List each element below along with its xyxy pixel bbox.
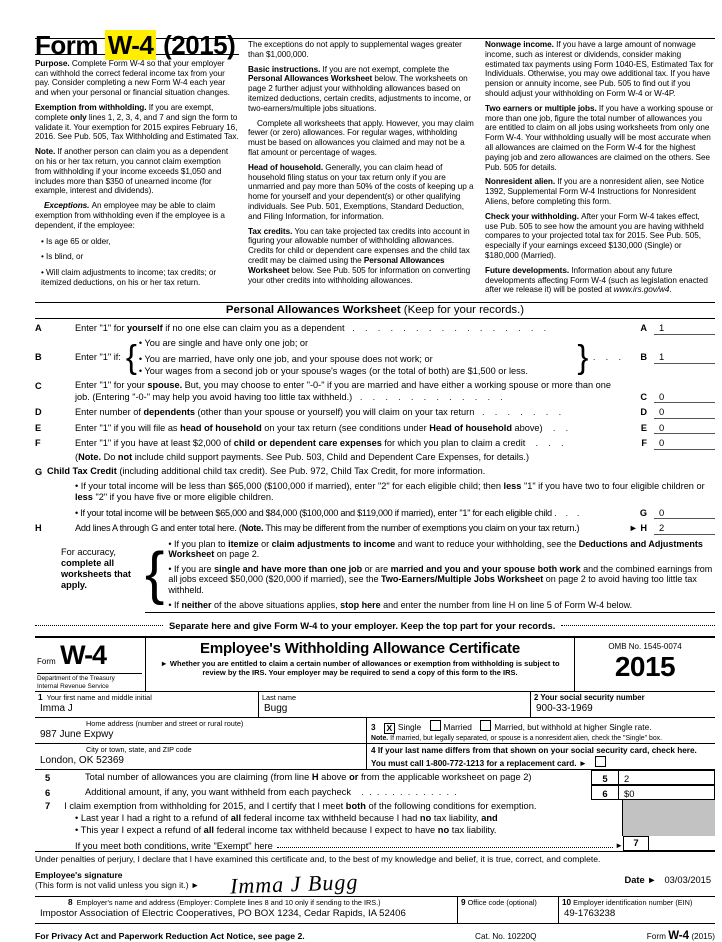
ssn-field[interactable]: 900-33-1969 — [536, 703, 593, 715]
line-b-bullet-1: • You are single and have only one job; or — [138, 337, 309, 348]
instructions-section — [35, 30, 715, 300]
employer-name-address-field[interactable]: Impostor Association of Electric Cooperatives, PO BOX 1234, Cedar Rapids, IA 52406 — [40, 908, 406, 920]
line-h-result-letter: ► H — [628, 523, 647, 534]
first-name-label: Your first name and middle initial — [46, 693, 152, 703]
separate-here-text: Separate here and give Form W-4 to your employer. Keep the top part for your records. — [169, 619, 556, 631]
nonwage-income-paragraph: Nonwage income. If you have a large amount of nonwage income, such as interest or dividends, consider making estimated tax payments using Form 1040-ES, Estimated Tax for Individuals. Otherwise, you may owe additional tax. If you have pension or annuity income, see Pub. 505 to find out if you should adjust your withholding on Form W-4 or W-4P. — [485, 40, 714, 98]
last-name-field[interactable]: Bugg — [264, 703, 288, 715]
line-c-result-letter: C — [640, 391, 647, 402]
line-g-value-field[interactable]: 0 — [654, 507, 715, 520]
accuracy-bullet-2: • If you are single and have more than one job or are married and you and your spouse both work and the combined earnings from all jobs exceed $50,000 ($20,000 if married), see the Two-Earners/Multiple Jobs Worksheet on page 2 to avoid having too little tax withheld. — [168, 563, 713, 595]
form-title-year: (2015) — [163, 30, 236, 60]
city-state-zip-label: City or town, state, and ZIP code — [86, 745, 192, 755]
head-of-household-paragraph: Head of household. Generally, you can claim head of household filing status on your tax return only if you are unmarried and pay more than 50% of the costs of keeping up a home for yourself and your dependent(s) or other qualifying individuals. See Pub. 501, Exemptions, Standard Deduction, and Filing Information, for information. — [248, 162, 474, 221]
married-checkbox[interactable] — [430, 720, 441, 731]
purpose-paragraph: Purpose. Complete Form W-4 so that your employer can withhold the correct federal income tax from your pay. Consider completing a new Form W-4 each year and when your personal or financial situation changes. — [35, 58, 230, 98]
instructions-col1 — [35, 30, 239, 300]
line-e-result-letter: E — [640, 422, 647, 433]
worksheet-title: Personal Allowances Worksheet (Keep for your records.) — [35, 302, 715, 319]
form-title-word: Form — [35, 30, 98, 60]
left-brace: { — [125, 338, 137, 376]
separate-here-line — [35, 618, 715, 632]
line-g-leader-dots: . . . — [551, 507, 580, 518]
exceptions-bullet-2: • Is blind, or — [41, 252, 84, 262]
line-b-result-letter: B — [640, 351, 647, 362]
line-b-leader-dots: . . . — [590, 351, 621, 362]
name-differs-checkbox[interactable] — [595, 756, 606, 767]
line-f-result-letter: F — [641, 438, 647, 449]
check-withholding-paragraph: Check your withholding. After your Form W-4 takes effect, use Pub. 505 to see how the amount you are having withheld compares to your projected total tax for 2015. See Pub. 505, especially if your earnings exceed $130,000 (Single) or $180,000 (Married). — [485, 211, 704, 260]
line-c-value-field[interactable]: 0 — [654, 391, 715, 404]
line-e-text: Enter "1" if you will file as head of household on your tax return (see conditions under Head of household above) — [75, 422, 543, 433]
home-address-label: Home address (number and street or rural route) — [86, 719, 244, 729]
line-e-letter: E — [35, 422, 42, 433]
married-higher-rate-label: Married, but withhold at higher Single rate. — [494, 722, 652, 733]
line-a-value-field[interactable]: 1 — [654, 322, 715, 335]
accuracy-bullet-3: • If neither of the above situations applies, stop here and enter the number from line H on line 5 of Form W-4 below. — [168, 599, 633, 610]
date-field[interactable]: 03/03/2015 — [664, 875, 711, 886]
line7-value-field[interactable] — [649, 850, 715, 851]
accuracy-block — [35, 539, 715, 614]
field-1-number: 1 — [38, 693, 43, 703]
line-f-note: (Note. Do not include child support payments. See Pub. 503, Child and Dependent Care Expenses, for details.) — [75, 451, 530, 462]
line6-value-field[interactable]: $0 — [618, 785, 715, 800]
basic-instructions-paragraph: Basic instructions. If you are not exempt, complete the Personal Allowances Worksheet below. The worksheets on page 2 further adjust your withholding allowances based on itemized deductions, certain credits, adjustments to income, or two-earners/multiple jobs situations. — [248, 64, 472, 113]
page-footer — [35, 924, 715, 942]
dept-treasury: Department of the Treasury — [37, 675, 115, 683]
accuracy-label: For accuracy, complete all worksheets that apply. — [61, 546, 131, 590]
worksheet-line-e — [35, 422, 715, 435]
line6-row — [35, 785, 715, 800]
certificate-subtitle: ► Whether you are entitled to claim a certain number of allowances or exemption from withholding is subject to review by the IRS. Your employer may be required to send a copy of this form to the IRS. — [160, 659, 560, 678]
note-paragraph: Note. If another person can claim you as a dependent on his or her tax return, you cannot claim exemption from withholding if your income exceeds $1,050 and includes more than $350 of unearned income (for example, interest and dividends). — [35, 147, 229, 196]
city-row — [35, 743, 715, 769]
tax-credits-paragraph: Tax credits. You can take projected tax credits into account in figuring your allowable number of withholding allowances. Credits for child or dependent care expenses and the child tax credit may be claimed using the Personal Allowances Worksheet below. See Pub. 505 for information on converting your other credits into withholding allowances. — [248, 226, 471, 285]
line-d-result-letter: D — [640, 407, 647, 418]
line5-box-number: 5 — [591, 770, 618, 785]
line-a-result-letter: A — [640, 323, 647, 334]
line7-box-number: 7 — [623, 836, 649, 851]
footer-form-year: (2015) — [691, 932, 715, 942]
line-f-text: Enter "1" if you have at least $2,000 of child or dependent care expenses for which you plan to claim a credit — [75, 438, 526, 449]
single-option-label: Single — [397, 722, 422, 733]
married-option-label: Married — [443, 722, 472, 733]
line5-number: 5 — [45, 772, 51, 784]
office-code-label: Office code (optional) — [467, 898, 537, 908]
worksheet-line-b — [35, 338, 715, 378]
field-8-number: 8 — [68, 898, 73, 908]
right-brace: } — [577, 338, 589, 376]
future-developments-paragraph: Future developments. Information about any future developments affecting Form W-4 (such as legislation enacted after we release it) will be posted at www.irs.gov/w4. — [485, 265, 708, 295]
field-10-number: 10 — [562, 898, 572, 908]
line-c-text: Enter "1" for your spouse. But, you may choose to enter "-0-" if you are married and have either a working spouse or more than one job. (Entering "-0-" may help you avoid having too little tax withheld.) — [75, 380, 611, 402]
field-9-number: 9 — [461, 898, 466, 908]
last-name-label: Last name — [262, 693, 297, 703]
line-g-head-text: Child Tax Credit (including additional child tax credit). See Pub. 972, Child Tax Credit, for more information. — [47, 466, 486, 477]
field-3-number: 3 — [371, 723, 376, 733]
city-state-zip-field[interactable]: London, OK 52369 — [40, 755, 124, 767]
line6-box-number: 6 — [591, 785, 618, 800]
line-h-letter: H — [35, 523, 42, 534]
line5-row — [35, 769, 715, 785]
line-b-value-field[interactable]: 1 — [654, 351, 715, 364]
exempt-arrow-icon: ► — [615, 841, 623, 851]
instructions-col3 — [485, 40, 715, 300]
line6-number: 6 — [45, 787, 51, 799]
exempt-row — [35, 836, 715, 851]
personal-allowances-worksheet — [35, 322, 715, 613]
line-e-leader-dots: . . — [542, 422, 569, 433]
accuracy-bullet-1: • If you plan to itemize or claim adjustments to income and want to reduce your withholding, see the Deductions and Adjustments Worksheet on page 2. — [168, 538, 703, 560]
exemption-paragraph: Exemption from withholding. If you are exempt, complete only lines 1, 2, 3, 4, and 7 and sign the form to validate it. Your exemption for 2015 expires February 16, 2016. See Pub. 505, Tax Withholding and Estimated Tax. — [35, 102, 239, 142]
line6-text: Additional amount, if any, you want withheld from each paycheck — [85, 787, 351, 798]
line-d-text: Enter number of dependents (other than your spouse or yourself) you will claim on your tax return — [75, 407, 475, 418]
line-c-leader-dots: . . . . . . . . . . . . — [352, 391, 503, 402]
line-b-bullet-3: • Your wages from a second job or your spouse's wages (or the total of both) are $1,500 or less. — [138, 365, 528, 376]
cut-dots-right — [561, 625, 715, 626]
ein-label: Employer identification number (EIN) — [573, 898, 693, 908]
worksheet-line-g-bullet-2 — [35, 507, 715, 520]
catalog-number: Cat. No. 10220Q — [475, 932, 537, 942]
line7-bullet-1: • Last year I had a right to a refund of all federal income tax withheld because I had no tax liability, and — [75, 813, 498, 824]
certificate-header — [35, 638, 715, 691]
privacy-act-notice: For Privacy Act and Paperwork Reduction Act Notice, see page 2. — [35, 931, 305, 942]
form-title-number: W-4 — [105, 30, 157, 60]
worksheet-line-h — [35, 522, 715, 535]
exceptions-bullet-1: • Is age 65 or older, — [41, 236, 111, 246]
signature-validity-note: (This form is not valid unless you sign it.) ► — [35, 880, 200, 891]
line-e-value-field[interactable]: 0 — [654, 422, 715, 435]
line-a-leader-dots: . . . . . . . . . . . . . . . . — [344, 323, 547, 334]
field-4-number: 4 — [371, 746, 376, 756]
line-h-text: Add lines A through G and enter total here. (Note. This may be different from the number of exemptions you claim on your tax return.) — [75, 523, 580, 534]
ssn-label: Your social security number — [540, 693, 645, 703]
nonresident-alien-paragraph: Nonresident alien. If you are a nonresident alien, see Notice 1392, Supplemental Form W-4 Instructions for Nonresident Aliens, before completing this form. — [485, 177, 705, 206]
worksheet-line-a — [35, 322, 715, 335]
certificate-title: Employee's Withholding Allowance Certificate — [200, 640, 520, 658]
line7-bullet-2: • This year I expect a refund of all federal income tax withheld because I expect to have no tax liability. — [75, 825, 497, 836]
employer-name-address-label: Employer's name and address (Employer: Complete lines 8 and 10 only if sending to the IRS.) — [76, 898, 381, 908]
first-name-field[interactable]: Imma J — [40, 703, 73, 715]
line6-leader-dots: . . . . . . . . . . . . . — [350, 787, 457, 798]
line7-block — [35, 800, 715, 836]
date-label: Date ► — [624, 875, 657, 886]
line-a-letter: A — [35, 323, 42, 334]
line7-number: 7 — [45, 801, 51, 812]
office-code-field[interactable] — [461, 907, 555, 911]
instructions-col2 — [248, 40, 476, 300]
address-row — [35, 717, 715, 743]
withholding-certificate — [35, 636, 715, 924]
line4-text: If your last name differs from that shown on your social security card, check here. You must call 1-800-772-1213 for a replacement card. ► — [371, 746, 697, 769]
line-f-letter: F — [35, 438, 41, 449]
worksheet-line-d — [35, 406, 715, 419]
two-earners-paragraph: Two earners or multiple jobs. If you have a working spouse or more than one job, figure the total number of allowances you are entitled to claim on all jobs using worksheets from only one Form W-4. Your withholding usually will be most accurate when all allowances are claimed on the Form W-4 for the highest paying job and zero allowances are claimed on the others. See Pub. 505 for details. — [485, 103, 713, 172]
name-row — [35, 691, 715, 717]
employee-signature-label: Employee's signature — [35, 869, 123, 880]
married-higher-rate-checkbox[interactable] — [480, 720, 491, 731]
line-f-value-field[interactable]: 0 — [654, 437, 715, 450]
accuracy-brace: { — [145, 541, 165, 607]
home-address-field[interactable]: 987 June Expwy — [40, 729, 114, 741]
line-g-letter: G — [35, 467, 43, 478]
exceptions-paragraph: Exceptions. An employee may be able to claim exemption from withholding even if the employee is a dependent, if the employee: — [35, 201, 225, 230]
line5-text: Total number of allowances you are claiming (from line H above or from the applicable worksheet on page 2) — [85, 772, 532, 783]
line-b-intro: Enter "1" if: — [75, 351, 121, 362]
dept-irs: Internal Revenue Service — [37, 682, 109, 690]
shaded-box — [622, 800, 715, 836]
certificate-year: 2015 — [614, 651, 676, 683]
perjury-statement: Under penalties of perjury, I declare that I have examined this certificate and, to the best of my knowledge and belief, it is true, correct, and complete. — [35, 851, 715, 865]
cut-dots-left — [35, 625, 163, 626]
line-c-letter: C — [35, 381, 42, 392]
line-g-bullet-2-text: • If your total income will be between $65,000 and $84,000 ($100,000 and $119,000 if married), enter "1" for each eligible child — [75, 507, 552, 518]
marital-status-note: Note. If married, but legally separated, or spouse is a nonresident alien, check the "Single" box. — [371, 735, 663, 743]
line-d-letter: D — [35, 407, 42, 418]
line-d-value-field[interactable]: 0 — [654, 406, 715, 419]
complete-worksheets-paragraph: Complete all worksheets that apply. However, you may claim fewer (or zero) allowances. For regular wages, withholding must be based on allowances you claimed and may not be a flat amount or percentage of wages. — [248, 118, 474, 157]
employer-row — [35, 896, 715, 924]
line-h-value-field[interactable]: 2 — [654, 522, 715, 535]
line7-intro: I claim exemption from withholding for 2015, and I certify that I meet both of the following conditions for exemption. — [64, 801, 537, 812]
line-b-letter: B — [35, 352, 42, 363]
worksheet-line-g-head — [35, 466, 715, 479]
line-f-leader-dots: . . . — [525, 438, 564, 449]
line-a-text: Enter "1" for yourself if no one else can claim you as a dependent — [75, 323, 345, 334]
worksheet-line-f — [35, 437, 715, 450]
field-2-number: 2 — [534, 693, 539, 703]
line-g-result-letter: G — [639, 507, 647, 518]
form-title — [35, 30, 239, 60]
worksheet-line-c — [35, 380, 715, 403]
cert-form-word: Form — [37, 657, 56, 667]
line-b-bullet-2: • You are married, have only one job, and your spouse does not work; or — [138, 354, 433, 365]
cert-form-number: W-4 — [60, 640, 107, 671]
line-d-leader-dots: . . . . . . . — [474, 407, 562, 418]
footer-form-number: W-4 — [668, 930, 690, 942]
ein-field[interactable]: 49-1763238 — [564, 908, 616, 920]
single-checkbox[interactable]: X — [384, 723, 395, 734]
footer-form-word: Form — [646, 932, 666, 942]
line5-value-field[interactable]: 2 — [618, 770, 715, 785]
employee-signature-field[interactable]: Imma J Bugg — [229, 869, 359, 899]
exempt-leader-dots — [277, 847, 613, 848]
line-g-bullet-1: • If your total income will be less than $65,000 ($100,000 if married), enter "2" for each eligible child; then less "1" if you have two to four eligible children or less "2" if you have five or more eligible children. — [75, 480, 705, 503]
omb-number: OMB No. 1545-0074 — [608, 642, 682, 652]
exempt-text: If you meet both conditions, write "Exempt" here — [75, 841, 273, 852]
supplemental-wages-paragraph: The exceptions do not apply to supplemental wages greater than $1,000,000. — [248, 40, 462, 59]
signature-row — [35, 865, 715, 899]
exceptions-bullet-3: • Will claim adjustments to income; tax credits; or itemized deductions, on his or her tax return. — [41, 268, 217, 287]
